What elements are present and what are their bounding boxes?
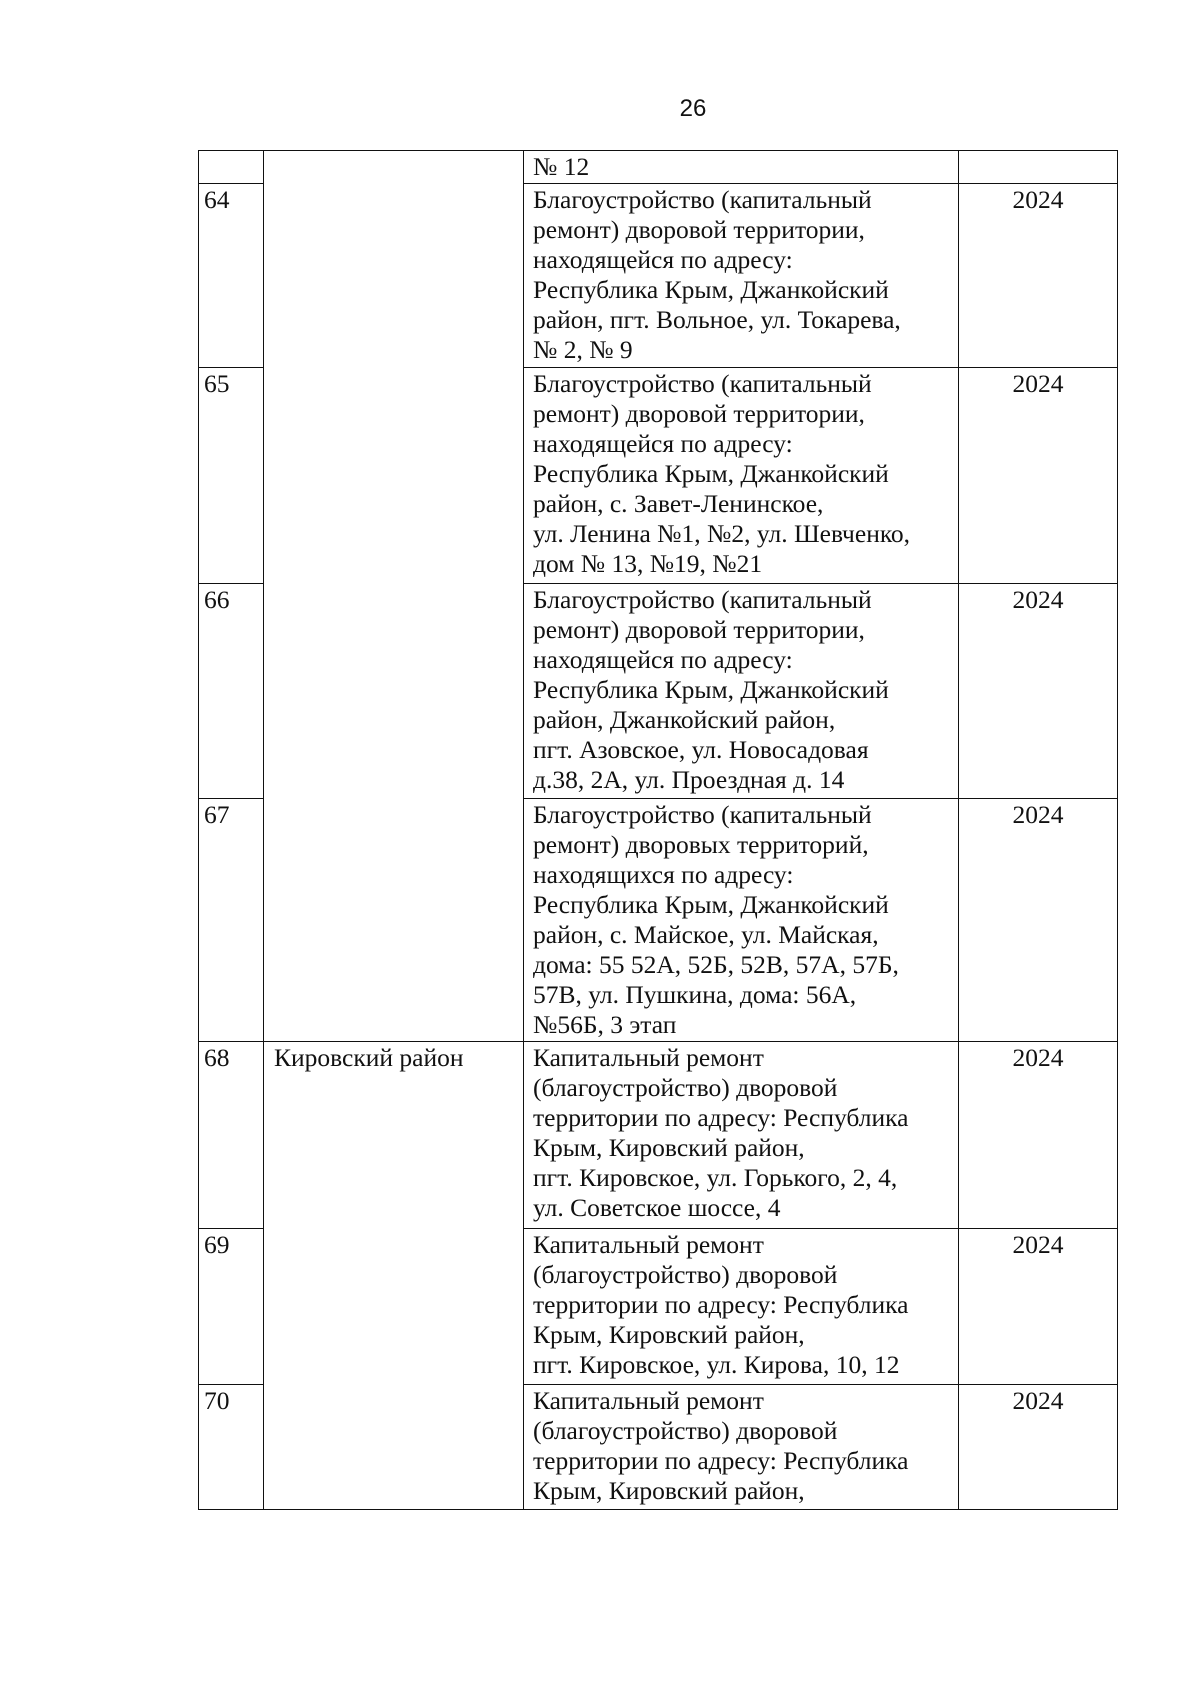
row-number: 66	[199, 584, 264, 799]
completion-year	[959, 151, 1118, 184]
work-description: Капитальный ремонт (благоустройство) дворовой территории по адресу: Республика Крым, Кировский район, пгт. Кировское, ул. Кирова, 10, 12	[524, 1229, 959, 1385]
works-table	[198, 150, 1118, 1510]
table-row	[199, 151, 1118, 184]
row-number: 68	[199, 1042, 264, 1229]
row-number: 65	[199, 368, 264, 584]
completion-year: 2024	[959, 1385, 1118, 1510]
work-description: № 12	[524, 151, 959, 184]
completion-year: 2024	[959, 184, 1118, 368]
row-number: 64	[199, 184, 264, 368]
row-number: 67	[199, 799, 264, 1042]
work-description: Благоустройство (капитальный ремонт) дворовых территорий, находящихся по адресу: Республика Крым, Джанкойский район, с. Майское, ул. Майская, дома: 55 52А, 52Б, 52В, 57А, 57Б, 57В, ул. Пушкина, дома: 56А, №56Б, 3 этап	[524, 799, 959, 1042]
district-cell: Кировский район	[264, 1042, 524, 1510]
table-row	[199, 1042, 1118, 1229]
work-description: Капитальный ремонт (благоустройство) дворовой территории по адресу: Республика Крым, Кировский район, пгт. Кировское, ул. Горького, 2, 4, ул. Советское шоссе, 4	[524, 1042, 959, 1229]
completion-year: 2024	[959, 1042, 1118, 1229]
completion-year: 2024	[959, 799, 1118, 1042]
row-number: 70	[199, 1385, 264, 1510]
completion-year: 2024	[959, 1229, 1118, 1385]
work-description: Благоустройство (капитальный ремонт) дворовой территории, находящейся по адресу: Республика Крым, Джанкойский район, Джанкойский район, пгт. Азовское, ул. Новосадовая д.38, 2А, ул. Проездная д. 14	[524, 584, 959, 799]
district-cell	[264, 151, 524, 1042]
row-number: 69	[199, 1229, 264, 1385]
work-description: Благоустройство (капитальный ремонт) дворовой территории, находящейся по адресу: Республика Крым, Джанкойский район, пгт. Вольное, ул. Токарева, № 2, № 9	[524, 184, 959, 368]
completion-year: 2024	[959, 368, 1118, 584]
page-number: 26	[679, 95, 707, 122]
work-description: Капитальный ремонт (благоустройство) дворовой территории по адресу: Республика Крым, Кировский район,	[524, 1385, 959, 1510]
completion-year: 2024	[959, 584, 1118, 799]
row-number	[199, 151, 264, 184]
work-description: Благоустройство (капитальный ремонт) дворовой территории, находящейся по адресу: Республика Крым, Джанкойский район, с. Завет-Ленинское, ул. Ленина №1, №2, ул. Шевченко, дом № 13, №19, №21	[524, 368, 959, 584]
